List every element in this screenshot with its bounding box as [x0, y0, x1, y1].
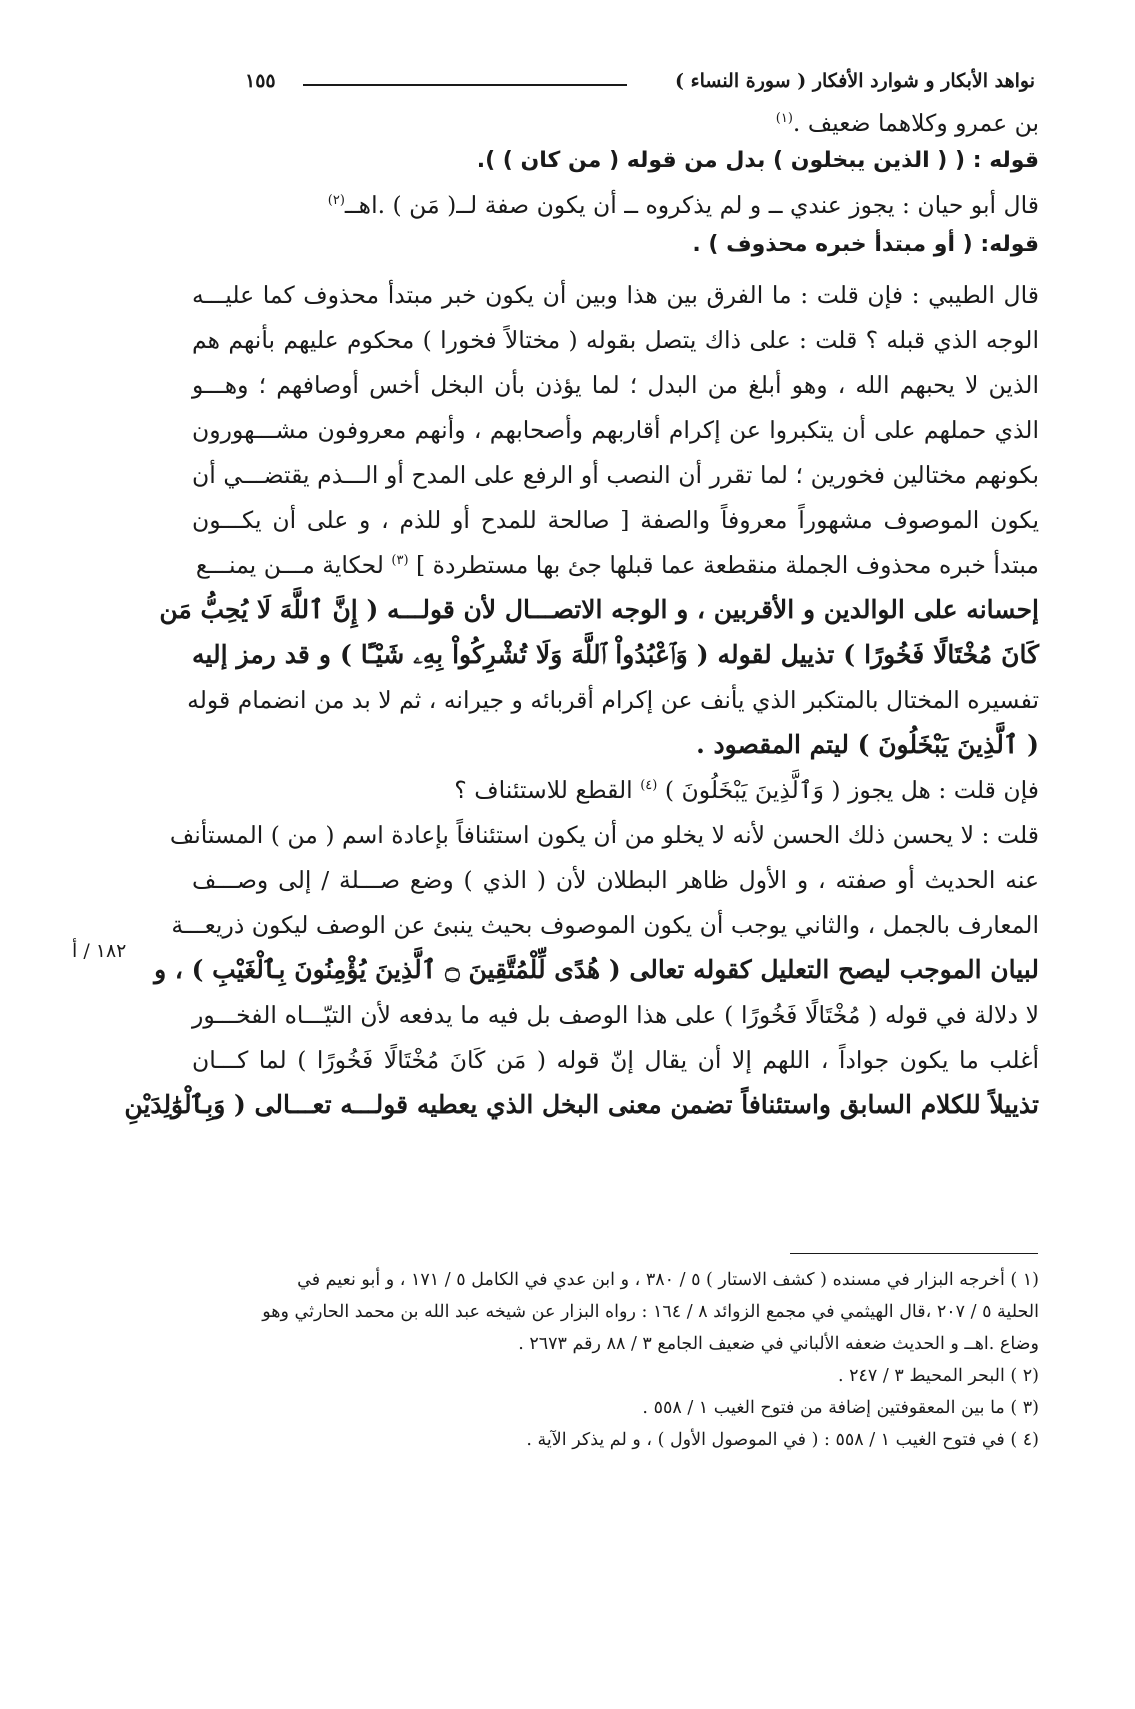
- body-line: يكون الموصوف مشهوراً معروفاً والصفة [ صالحة للمدح أو للذم ، و على أن يكـــون: [192, 506, 1039, 534]
- body-line: لبيان الموجب ليصح التعليل كقوله تعالى ( هُدًى لِّلْمُتَّقِينَ ۝ ٱلَّذِينَ يُؤْمِنُونَ بِٱلْغَيْبِ ) ، و: [154, 955, 1039, 984]
- header-rule: [303, 84, 627, 86]
- body-line: عنه الحديث أو صفته ، و الأول ظاهر البطلان لأن ( الذي ) وضع صـــلة / إلى وصـــف: [192, 866, 1039, 894]
- body-line: تفسيره المختال بالمتكبر الذي يأنف عن إكرام أقربائه و جيرانه ، ثم لا بد من انضمام قوله: [187, 686, 1039, 714]
- body-line: الذين لا يحبهم الله ، وهو أبلغ من البدل ؛ لما يؤذن بأن البخل أخس أوصافهم ؛ وهـــو: [192, 371, 1039, 399]
- footnote-ref: (٤): [640, 778, 658, 794]
- body-line: الذي حملهم على أن يتكبروا عن إكرام أقاربهم وأصحابهم ، وأنهم معروفون مشـــهورون: [192, 416, 1039, 444]
- section-heading: قوله : ( ( الذين يبخلون ) بدل من قوله ( من كان ) ).: [476, 148, 1039, 173]
- body-line: قال الطيبي : فإن قلت : ما الفرق بين هذا وبين أن يكون خبر مبتدأ محذوف كما عليـــه: [192, 281, 1039, 309]
- body-line: قلت : لا يحسن ذلك الحسن لأنه لا يخلو من أن يكون استئنافاً بإعادة اسم ( من ) المستأنف: [169, 821, 1039, 849]
- body-line: بن عمرو وكلاهما ضعيف .$^{(١)}$: [775, 109, 1039, 137]
- body-line: قال أبو حيان : يجوز عندي ــ و لم يذكروه ــ أن يكون صفة لــ( مَن ) .اهــ$^{(٢)}$: [327, 191, 1039, 219]
- footnote-line: وضاع .اهــ و الحديث ضعفه الألباني في ضعيف الجامع ٣ / ٨٨ رقم ٢٦٧٣ .: [518, 1334, 1039, 1354]
- body-line: لا دلالة في قوله ( مُخْتَالًا فَخُورًا ) على هذا الوصف بل فيه ما يدفعه لأن التيّـــاه الفخـــور: [192, 1001, 1039, 1029]
- page-number: ١٥٥: [245, 70, 276, 92]
- body-line: إحسانه على الوالدين و الأقربين ، و الوجه الاتصـــال لأن قولـــه ( إِنَّ ٱللَّهَ لَا يُحِبُّ مَن: [159, 595, 1039, 624]
- footnote-line: (١ ) أخرجه البزار في مسنده ( كشف الاستار ) ٥ / ٣٨٠ ، و ابن عدي في الكامل ٥ / ١٧١ ، و أبو نعيم في: [297, 1270, 1039, 1290]
- footnote-line: (٤ ) في فتوح الغيب ١ / ٥٥٨ : ( في الموصول الأول ) ، و لم يذكر الآية .: [526, 1430, 1039, 1450]
- footnote-ref: (٣): [391, 553, 409, 569]
- body-line: مبتدأ خبره محذوف الجملة منقطعة عما قبلها جئ بها مستطردة ] $^{(٣)}$ لحكاية مـــن يمنـــع: [195, 551, 1039, 579]
- body-line: كَانَ مُخْتَالًا فَخُورًا ) تذييل لقوله ( وَٱعْبُدُواْ ٱللَّهَ وَلَا تُشْرِكُواْ بِهِۦ شَيْـًٔا ) و قد رمز إليه: [192, 640, 1039, 669]
- running-header: [245, 68, 1035, 102]
- header-title: نواهد الأبكار و شوارد الأفكار ( سورة النساء ): [675, 70, 1035, 92]
- body-line: بكونهم مختالين فخورين ؛ لما تقرر أن النصب أو الرفع على المدح أو الـــذم يقتضـــي أن: [192, 461, 1039, 489]
- footnote-separator: [790, 1253, 1038, 1254]
- body-line: المعارف بالجمل ، والثاني يوجب أن يكون الموصوف بحيث ينبئ عن الوصف ليكون ذريعـــة: [171, 911, 1039, 939]
- footnote-ref: (٢): [327, 193, 345, 209]
- body-line: أغلب ما يكون جواداً ، اللهم إلا أن يقال إنّ قوله ( مَن كَانَ مُخْتَالًا فَخُورًا ) لما كـــان: [192, 1046, 1039, 1074]
- body-line: ( ٱلَّذِينَ يَبْخَلُونَ ) ليتم المقصود .: [696, 730, 1039, 759]
- body-line: فإن قلت : هل يجوز ( وَٱلَّذِينَ يَبْخَلُونَ ) $^{(٤)}$ القطع للاستئناف ؟: [454, 776, 1039, 804]
- margin-folio-note: ١٨٢ / أ: [72, 940, 127, 962]
- section-heading: قوله: ( أو مبتدأ خبره محذوف ) .: [692, 232, 1039, 257]
- footnote-ref: (١): [775, 111, 793, 127]
- footnote-line: (٢ ) البحر المحيط ٣ / ٢٤٧ .: [837, 1366, 1039, 1386]
- body-line: الوجه الذي قبله ؟ قلت : على ذاك يتصل بقوله ( مختالاً فخورا ) محكوم عليهم بأنهم هم: [192, 326, 1039, 354]
- footnote-line: الحلية ٥ / ٢٠٧ ،قال الهيثمي في مجمع الزوائد ٨ / ١٦٤ : رواه البزار عن شيخه عبد الله بن محمد الحارثي وهو: [262, 1302, 1039, 1322]
- body-line: تذييلاً للكلام السابق واستئنافاً تضمن معنى البخل الذي يعطيه قولـــه تعـــالى ( وَبِٱلْوَٰلِدَيْنِ: [124, 1090, 1039, 1119]
- footnote-line: (٣ ) ما بين المعقوفتين إضافة من فتوح الغيب ١ / ٥٥٨ .: [642, 1398, 1039, 1418]
